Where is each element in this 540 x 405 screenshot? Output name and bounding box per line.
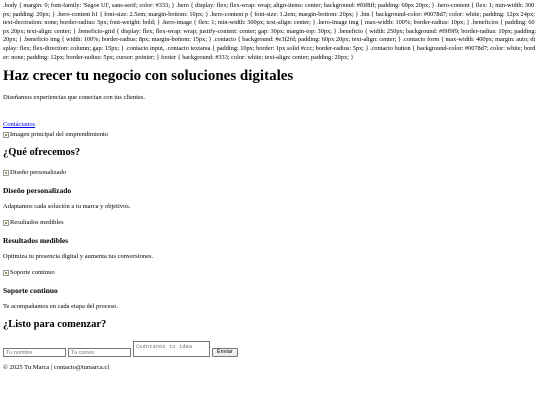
benefit-card <box>3 169 537 211</box>
contact-section <box>3 319 537 357</box>
benefit-text: Optimiza tu presencia digital y aumenta tus conversiones. <box>3 253 154 261</box>
benefit-image <box>3 169 537 177</box>
submit-button[interactable]: Enviar <box>212 348 238 357</box>
benefit-title: Soporte continuo <box>3 286 58 296</box>
hero-image-alt: Imagen principal del emprendimiento <box>10 131 109 139</box>
broken-image-icon <box>3 220 9 226</box>
contact-cta-link[interactable]: Contáctanos <box>3 121 36 129</box>
benefit-image-alt: Soporte continuo <box>10 269 55 277</box>
benefit-image <box>3 269 537 277</box>
benefit-text: Adaptamos cada solución a tu marca y objetivos. <box>3 203 131 211</box>
footer-text: © 2025 Tu Marca | contacto@tumarca.cl <box>3 364 110 372</box>
benefit-text: Te acompañamos en cada etapa del proceso. <box>3 303 118 311</box>
message-textarea[interactable] <box>133 341 210 357</box>
broken-image-icon <box>3 270 9 276</box>
benefit-card <box>3 269 537 311</box>
benefit-image <box>3 219 537 227</box>
hero-intro: Diseñamos experiencias que conectan con tus clientes. <box>3 94 146 102</box>
broken-image-icon <box>3 170 9 176</box>
contact-form <box>3 341 537 357</box>
benefits-heading: ¿Qué ofrecemos? <box>3 147 81 159</box>
hero-section <box>3 68 537 139</box>
benefit-image-alt: Diseño personalizado <box>10 169 67 177</box>
benefit-image-alt: Resultados medibles <box>10 219 64 227</box>
broken-image-icon <box>3 132 9 138</box>
benefit-card <box>3 219 537 261</box>
contact-heading: ¿Listo para comenzar? <box>3 319 107 331</box>
name-input[interactable] <box>3 348 66 357</box>
hero-title: Haz crecer tu negocio con soluciones digitales <box>3 68 294 85</box>
benefits-section <box>3 147 537 311</box>
benefit-title: Diseño personalizado <box>3 186 72 196</box>
email-input[interactable] <box>68 348 131 357</box>
hero-image <box>3 131 537 139</box>
unstyled-css-text: .body { margin: 0; font-family: 'Segoe UI', sans-serif; color: #333; } .hero { display: flex; flex-wrap: wrap; align-items: center; background: #f0f8ff; padding: 60px 20px; } .hero-content { flex: 1; min-width: 300px; padding: 20px; } .hero-content h1 { font-size: 2.5em; margin-bottom: 10px; } .hero-content p { font-size: 1.2em; margin-bottom: 20px; } .btn { background-color: #0078d7; color: white; padding: 12px 24px; text-decoration: none; border-radius: 5px; font-weight: bold; } .hero-image { flex: 1; min-width: 300px; text-align: center; } .hero-image img { max-width: 100%; border-radius: 10px; } .beneficios { padding: 60px 20px; text-align: center; } .beneficio-grid { display: flex; flex-wrap: wrap; justify-content: center; gap: 30px; margin-top: 30px; } .beneficio { width: 250px; background: #f9f9f9; border-radius: 10px; padding: 20px; } .beneficio img { width: 100%; border-radius: 8px; margin-bottom: 15px; } .contacto { background: #e3f2fd; padding: 60px 20px; text-align: center; } .contacto form { max-width: 400px; margin: auto; display: flex; flex-direction: column; gap: 15px; } .contacto input, .contacto textarea { padding: 10px; border: 1px solid #ccc; border-radius: 5px; } .contacto button { background-color: #0078d7; color: white; border: none; padding: 12px; border-radius: 5px; cursor: pointer; } footer { background: #333; color: white; text-align: center; padding: 20px; } <box>3 2 537 61</box>
benefit-title: Resultados medibles <box>3 236 69 246</box>
